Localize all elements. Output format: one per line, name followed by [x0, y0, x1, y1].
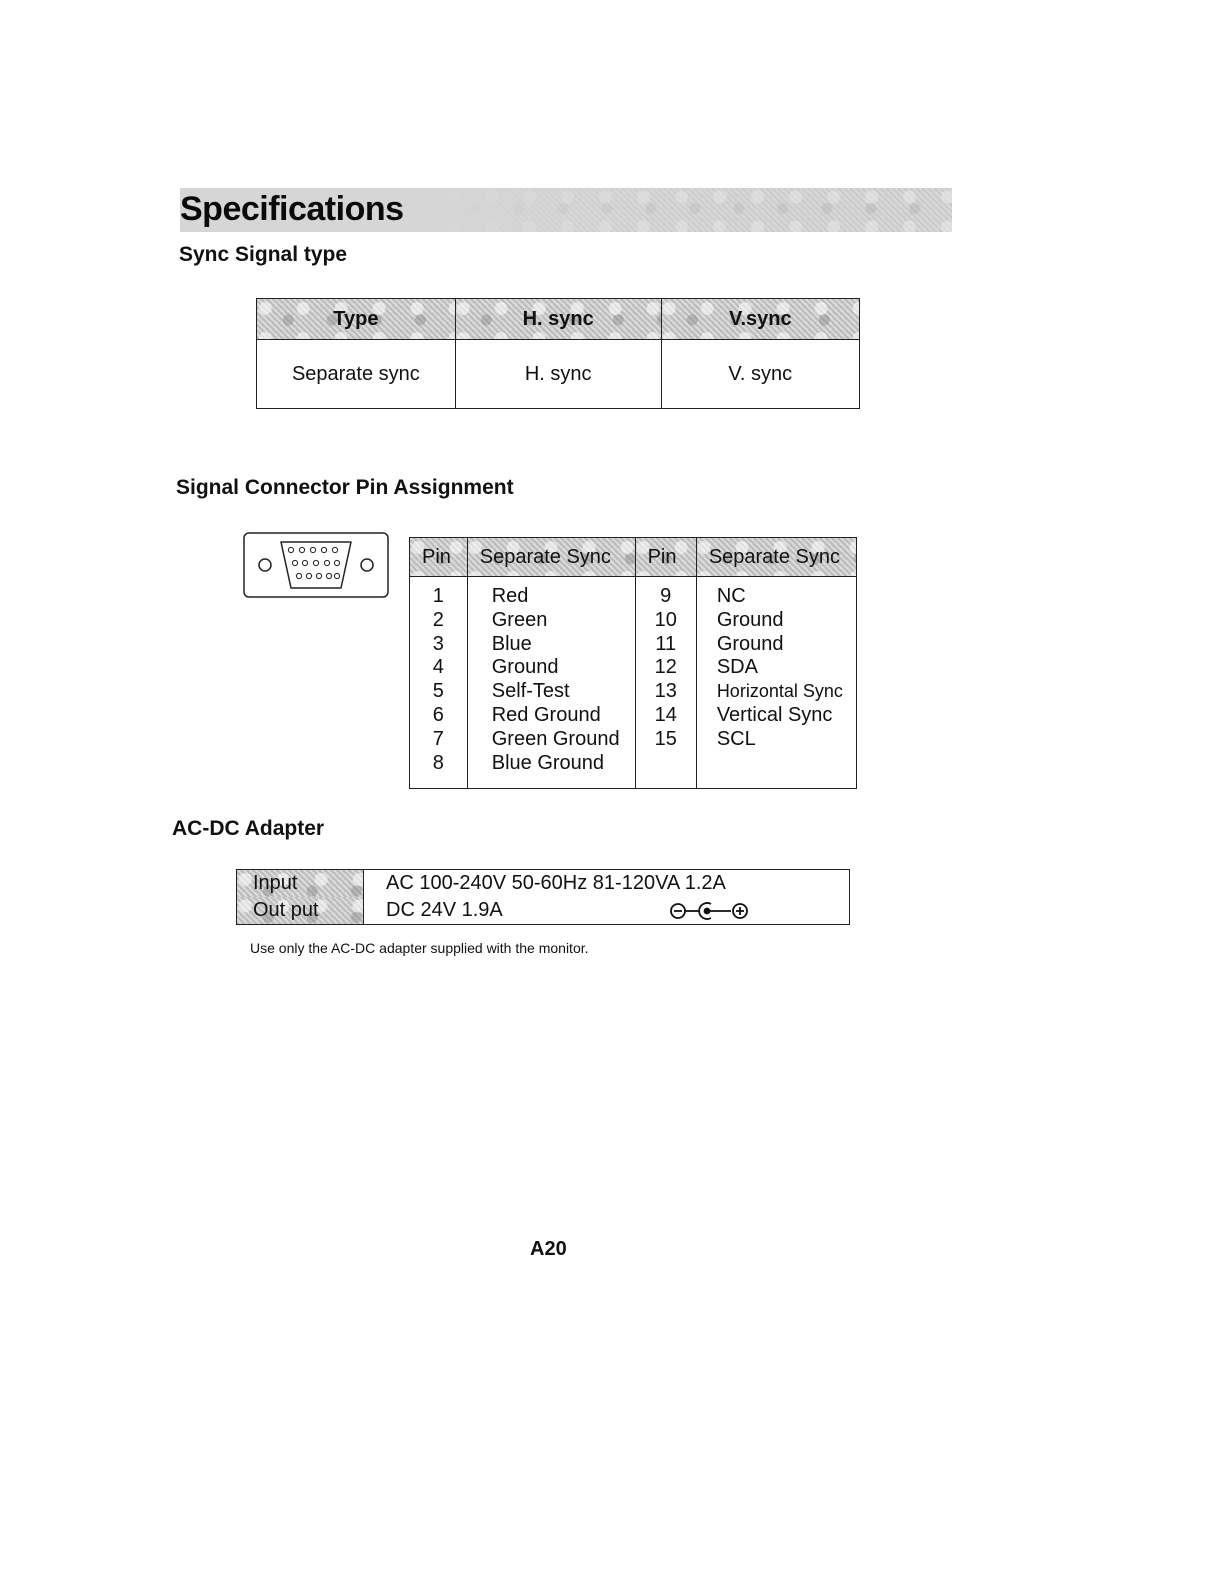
pin-number: 7	[432, 727, 444, 750]
pin-number: 12	[654, 656, 677, 679]
pin-number: 13	[654, 680, 677, 703]
title-banner	[180, 188, 952, 232]
pin-number: 5	[432, 680, 444, 703]
pin-signal: Ground	[716, 608, 784, 631]
pin-header-pin-right: Pin	[635, 538, 696, 577]
pin-number: 4	[432, 656, 444, 679]
sync-header-row	[257, 299, 860, 340]
sync-heading: Sync Signal type	[179, 243, 348, 266]
pin-number: 1	[432, 585, 444, 607]
adapter-output-row	[237, 897, 850, 925]
pin-number: 6	[432, 703, 444, 726]
pin-signal: Self-Test	[491, 680, 570, 703]
pin-signal: Ground	[716, 632, 784, 655]
vga-connector-icon	[243, 532, 389, 598]
page-number: A20	[530, 1238, 567, 1260]
pin-number: 8	[432, 751, 444, 774]
pin-signal: Red Ground	[491, 703, 601, 726]
pin-number: 2	[432, 608, 444, 631]
sync-header-hsync: H. sync	[455, 299, 661, 340]
pin-list-right	[635, 577, 696, 789]
pin-signal: Red	[491, 585, 529, 607]
pin-body-row	[410, 577, 857, 789]
sync-cell-hsync: H. sync	[455, 340, 661, 409]
dc-polarity-icon	[669, 900, 759, 922]
pin-header-signal-left: Separate Sync	[467, 538, 635, 577]
pin-number: 14	[654, 703, 677, 726]
adapter-table	[236, 869, 850, 925]
pin-list-left	[410, 577, 468, 789]
sync-table	[256, 298, 860, 409]
pin-header-row	[410, 538, 857, 577]
pin-signal: Horizontal Sync	[716, 681, 843, 702]
sync-data-row	[257, 340, 860, 409]
pin-signal: SCL	[716, 727, 756, 750]
pin-header-pin-left: Pin	[410, 538, 468, 577]
sync-cell-vsync: V. sync	[661, 340, 859, 409]
adapter-input-value: AC 100-240V 50-60Hz 81-120VA 1.2A	[386, 872, 726, 894]
adapter-input-label: Input	[237, 870, 364, 898]
pin-number: 15	[654, 727, 677, 750]
adapter-output-label: Out put	[237, 897, 364, 925]
pin-number: 10	[654, 608, 677, 631]
pin-header-signal-right: Separate Sync	[696, 538, 856, 577]
sync-cell-type: Separate sync	[257, 340, 456, 409]
pin-signal: NC	[716, 585, 746, 607]
adapter-note: Use only the AC-DC adapter supplied with the monitor.	[250, 940, 589, 956]
pin-number: 3	[432, 632, 444, 655]
pin-table	[409, 537, 857, 789]
sync-header-vsync: V.sync	[661, 299, 859, 340]
pin-signal: Vertical Sync	[716, 703, 833, 726]
adapter-input-row	[237, 870, 850, 898]
pin-heading: Signal Connector Pin Assignment	[176, 476, 514, 499]
pin-signal: Green	[491, 608, 548, 631]
signal-list-left	[467, 577, 635, 789]
signal-list-right	[696, 577, 856, 789]
adapter-output-value: DC 24V 1.9A	[386, 899, 503, 921]
pin-signal: SDA	[716, 656, 758, 679]
pin-signal: Green Ground	[491, 727, 620, 750]
pin-signal: Blue	[491, 632, 532, 655]
pin-signal: Ground	[491, 656, 559, 679]
pin-number: 9	[660, 585, 672, 607]
adapter-heading: AC-DC Adapter	[172, 817, 325, 840]
pin-number: 11	[655, 632, 677, 655]
sync-header-type: Type	[257, 299, 456, 340]
pin-signal: Blue Ground	[491, 751, 605, 774]
adapter-output-cell	[364, 897, 850, 925]
page-title: Specifications	[180, 190, 404, 228]
